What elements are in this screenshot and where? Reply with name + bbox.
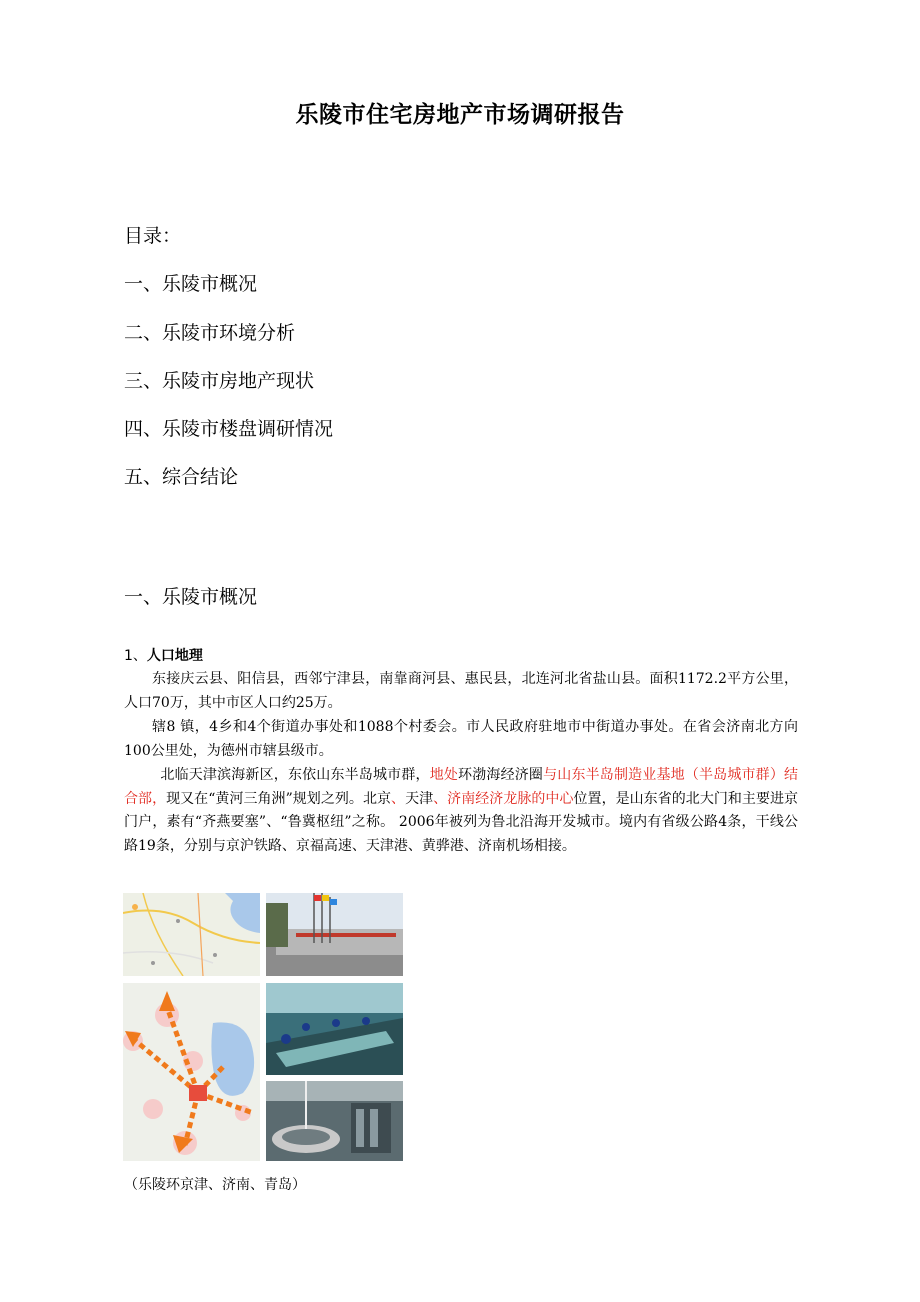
subsection-title	[124, 645, 203, 665]
toc-item-2: 二、乐陵市环境分析	[124, 322, 296, 344]
toc-item-4: 四、乐陵市楼盘调研情况	[124, 418, 334, 440]
workshop-photo	[266, 983, 403, 1075]
toc-item-5: 五、综合结论	[124, 466, 239, 488]
image-caption: （乐陵环京津、济南、青岛）	[124, 1177, 306, 1193]
factory-photo	[266, 893, 403, 976]
toc-item-1: 一、乐陵市概况	[124, 273, 258, 295]
section-heading: 一、乐陵市概况	[124, 586, 258, 608]
subsection-label: 人口地理	[146, 648, 203, 664]
toc-item-3: 三、乐陵市房地产现状	[124, 370, 315, 392]
subsection-number: 1、	[124, 648, 147, 664]
paragraph-1: 东接庆云县、阳信县，西邻宁津县，南靠商河县、惠民县，北连河北省盐山县。面积1172.2平方公里，人口70万，其中市区人口约25万。	[124, 671, 798, 711]
paragraph-3: 北临天津滨海新区，东依山东半岛城市群，地处环渤海经济圈与山东半岛制造业基地（半岛城市群）结合部，现又在“黄河三角洲”规划之列。北京、天津、济南经济龙脉的中心位置，是山东省的北大门和主要进京门户，素有“齐燕要塞”、“鲁冀枢纽”之称。 2006年被列为鲁北沿海开发城市。境内有省级公路4条，干线公路19条，分别与京沪铁路、京福高速、天津港、黄骅港、济南机场相接。	[124, 767, 799, 854]
machinery-photo	[266, 1081, 403, 1161]
regional-map-image	[123, 893, 260, 976]
arrow-map-image	[123, 983, 260, 1161]
toc-heading: 目录：	[124, 225, 182, 247]
image-collage	[123, 893, 403, 1161]
report-title: 乐陵市住宅房地产市场调研报告	[295, 102, 625, 128]
paragraph-2: 辖8 镇，4乡和4个街道办事处和1088个村委会。市人民政府驻地市中街道办事处。在省会济南北方向100公里处，为德州市辖县级市。	[124, 719, 798, 759]
